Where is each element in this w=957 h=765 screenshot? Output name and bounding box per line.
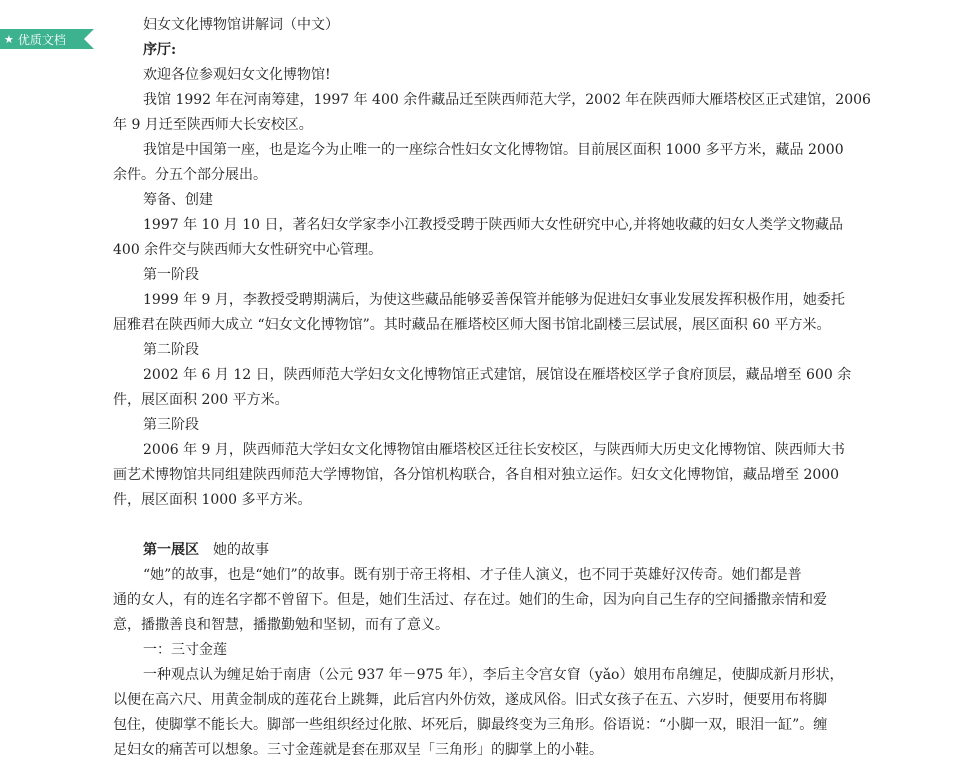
paragraph-line: “她”的故事，也是“她们”的故事。既有别于帝王将相、才子佳人演义，也不同于英雄好汉传奇。她们都是普 [143, 567, 802, 583]
preface-heading: 序厅: [143, 42, 177, 58]
zone-label: 第一展区 [143, 542, 199, 558]
section-heading: 第一阶段 [143, 267, 199, 283]
paragraph-line: 年 9 月迁至陕西师大长安校区。 [113, 117, 313, 133]
paragraph-line: 我馆 1992 年在河南筹建，1997 年 400 余件藏品迁至陕西师范大学，2002 年在陕西师大雁塔校区正式建馆，2006 [143, 92, 871, 108]
star-icon: ★ [4, 32, 14, 46]
subsection-heading: 一：三寸金莲 [143, 642, 227, 658]
zone-subtitle: 她的故事 [213, 542, 269, 558]
paragraph-line: 1997 年 10 月 10 日，著名妇女学家李小江教授受聘于陕西师大女性研究中心,并将她收藏的妇女人类学文物藏品 [143, 217, 843, 233]
badge-label: 优质文档 [17, 32, 66, 47]
badge-body [0, 29, 84, 49]
welcome-line: 欢迎各位参观妇女文化博物馆! [143, 67, 331, 83]
badge-ribbon-tail [84, 29, 94, 49]
paragraph-line: 件，展区面积 1000 多平方米。 [113, 492, 312, 508]
paragraph-line: 400 余件交与陕西师大女性研究中心管理。 [113, 242, 383, 258]
section-heading: 筹备、创建 [143, 192, 213, 208]
paragraph-line: 件，展区面积 200 平方米。 [113, 392, 289, 408]
quality-document-badge [0, 29, 94, 49]
section-heading: 第二阶段 [143, 342, 199, 358]
paragraph-line: 通的女人，有的连名字都不曾留下。但是，她们生活过、存在过。她们的生命，因为向自己生存的空间播撒亲情和爱 [113, 592, 827, 608]
paragraph-line: 以便在高六尺、用黄金制成的莲花台上跳舞，此后宫内外仿效，遂成风俗。旧式女孩子在五、六岁时，便要用布将脚 [113, 692, 827, 708]
paragraph-line: 我馆是中国第一座，也是迄今为止唯一的一座综合性妇女文化博物馆。目前展区面积 1000 多平方米，藏品 2000 [143, 142, 844, 158]
paragraph-line: 2002 年 6 月 12 日，陕西师范大学妇女文化博物馆正式建馆，展馆设在雁塔校区学子食府顶层，藏品增至 600 余 [143, 367, 852, 383]
paragraph-line: 余件。分五个部分展出。 [113, 167, 267, 183]
paragraph-line: 1999 年 9 月，李教授受聘期满后，为使这些藏品能够妥善保管并能够为促进妇女事业发展发挥积极作用，她委托 [143, 292, 845, 308]
paragraph-line: 2006 年 9 月，陕西师范大学妇女文化博物馆由雁塔校区迁往长安校区，与陕西师大历史文化博物馆、陕西师大书 [143, 442, 845, 458]
paragraph-line: 屈雅君在陕西师大成立 “妇女文化博物馆”。其时藏品在雁塔校区师大图书馆北副楼三层试展，展区面积 60 平方米。 [113, 317, 831, 333]
section-heading: 第三阶段 [143, 417, 199, 433]
paragraph-line: 意，播撒善良和智慧，播撒勤勉和坚韧，而有了意义。 [113, 617, 449, 633]
zone-heading [143, 538, 269, 563]
paragraph-line: 足妇女的痛苦可以想象。三寸金莲就是套在那双呈「三角形」的脚掌上的小鞋。 [113, 742, 603, 758]
paragraph-line: 画艺术博物馆共同组建陕西师范大学博物馆，各分馆机构联合，各自相对独立运作。妇女文化博物馆，藏品增至 2000 [113, 467, 840, 483]
paragraph-line: 一种观点认为缠足始于南唐（公元 937 年－975 年），李后主令宫女窅（yǎo）娘用布帛缠足，使脚成新月形状， [143, 667, 844, 683]
paragraph-line: 包住，使脚掌不能长大。脚部一些组织经过化脓、坏死后，脚最终变为三角形。俗语说：“小脚一双，眼泪一缸”。缠 [113, 717, 828, 733]
document-title: 妇女文化博物馆讲解词（中文） [143, 17, 339, 33]
